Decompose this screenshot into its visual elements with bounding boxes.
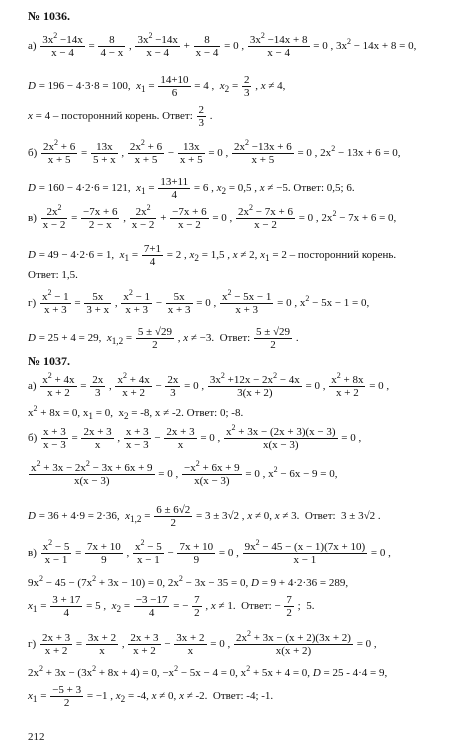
part-label: a) [28,40,37,53]
p1037-b-line2: $\frac{x^2 + 3x - 2x^2 - 3x + 6x + 9}{x(x - 3)}$ = 0 , $\frac{-x^2 + 6x + 9}{x(x - 3)}$ = 0 , $x^2 - 6x - 9 = 0$, [31,459,338,487]
p1037-g-line1: г) $\frac{2x + 3}{x + 2}$ = $\frac{3x + 2}{x}$ , $\frac{2x + 3}{x + 2}$ − $\frac{3x + 2}{x}$ = 0 , $\frac{2x^2 + 3x - (x + 2)(3x + 2)}{x(x + 2)}$ = 0 , [28,629,377,657]
part-label: г) [28,638,37,651]
p1036-v-line1: в) $\frac{2x^2}{x - 2}$ = $\frac{-7x + 6}{2 - x}$ , $\frac{2x^2}{x - 2}$ + $\frac{-7x + 6}{x - 2}$ = 0 , $\frac{2x^2 - 7x + 6}{x - 2}$ = 0 , $2x^2 - 7x + 6 = 0$, [28,203,397,231]
p1036-g-line2: D = 25 + 4 = 29, $x_{1,2}$ = $\frac{5 \pm √29}{2}$ , x ≠ −3. Ответ: $\frac{5 \pm √29}{2}$ . [28,326,299,351]
part-label: б) [28,432,38,445]
problem-1036-heading: № 1036. [28,9,71,23]
part-label: a) [28,380,37,393]
p1036-v-line2: D = 49 − 4·2·6 = 1, $x_1$ = $\frac{7+1}{4}$ = 2 , $x_2 = 1,5$ , x ≠ 2, $x_1 = 2$ – посторонний корень. [28,243,397,268]
p1037-g-line3: $x_1$ = $\frac{-5 + 3}{2}$ = −1 , $x_2 = -4$, x ≠ 0, x ≠ -2. Ответ: -4; -1. [28,684,274,709]
p1037-v-line1: в) $\frac{x^2 - 5}{x - 1}$ = $\frac{7x + 10}{9}$ , $\frac{x^2 - 5}{x - 1}$ − $\frac{7x + 10}{9}$ = 0 , $\frac{9x^2 - 45 - (x - 1)(7x + 10)}{x - 1}$ = 0 , [28,538,391,566]
page-number: 212 [28,731,45,743]
p1037-a-line2: $x^2 + 8x = 0$, $x_1 = 0$, $x_2 = -8$, x ≠ -2. Ответ: 0; -8. [28,404,244,422]
p1036-v-line3: Ответ: 1,5. [28,269,78,281]
p1037-b-line3: D = 36 + 4·9 = 2·36, $x_{1,2}$ = $\frac{6 \pm 6√2}{2}$ = 3 ± 3√2 , x ≠ 0, x ≠ 3. Ответ: 3 ± 3√2 . [28,504,381,529]
p1037-b-line1: б) $\frac{x + 3}{x - 3}$ = $\frac{2x + 3}{x}$ , $\frac{x + 3}{x - 3}$ − $\frac{2x + 3}{x}$ = 0 , $\frac{x^2 + 3x - (2x + 3)(x - 3)}{x(x - 3)}$ = 0 , [28,423,362,451]
part-label: в) [28,212,37,225]
problem-1037-heading: № 1037. [28,354,71,368]
p1037-v-line2: $9x^2 - 45 - (7x^2 + 3x - 10) = 0$, $2x^2 - 3x - 35 = 0$, D = 9 + 4·2·36 = 289, [28,574,349,589]
p1036-a-line2: D = 196 − 4·3·8 = 100, $x_1$ = $\frac{14+10}{6}$ = 4 , $x_2$ = $\frac{2}{3}$ , x ≠ 4, [28,74,286,99]
part-label: в) [28,547,37,560]
part-label: б) [28,147,38,160]
part-label: г) [28,297,37,310]
p1036-a-line1: a) $\frac{3x^2 -14x}{x - 4}$ = $\frac{8}{4 - x}$ , $\frac{3x^2 -14x}{x - 4}$ + $\frac{8}{x - 4}$ = 0 , $\frac{3x^2 -14x + 8}{x - 4}$ = 0 , $3x^2 - 14x + 8 = 0$, [28,31,417,59]
p1036-b-line2: D = 160 − 4·2·6 = 121, $x_1$ = $\frac{13+11}{4}$ = 6 , $x_2 = 0,5$ , x ≠ −5. Ответ: 0,5; 6. [28,176,355,201]
p1037-g-line2: $2x^2 + 3x - (3x^2 + 8x + 4) = 0$, $-x^2 - 5x - 4 = 0$, $x^2 + 5x + 4 = 0$, D = 25 - 4·4 = 9, [28,664,388,679]
p1037-a-line1: a) $\frac{x^2 + 4x}{x + 2}$ = $\frac{2x}{3}$ , $\frac{x^2 + 4x}{x + 2}$ − $\frac{2x}{3}$ = 0 , $\frac{3x^2 +12x - 2x^2 - 4x}{3(x + 2)}$ = 0 , $\frac{x^2 + 8x}{x + 2}$ = 0 , [28,371,390,399]
p1036-b-line1: б) $\frac{2x^2 + 6}{x + 5}$ = $\frac{13x}{5 + x}$ , $\frac{2x^2 + 6}{x + 5}$ − $\frac{13x}{x + 5}$ = 0 , $\frac{2x^2 -13x + 6}{x + 5}$ = 0 , $2x^2 - 13x + 6 = 0$, [28,138,401,166]
p1036-g-line1: г) $\frac{x^2 - 1}{x + 3}$ = $\frac{5x}{3 + x}$ , $\frac{x^2 - 1}{x + 3}$ − $\frac{5x}{x + 3}$ = 0 , $\frac{x^2 - 5x - 1}{x + 3}$ = 0 , $x^2 - 5x - 1 = 0$, [28,288,370,316]
p1037-v-line3: $x_1$ = $\frac{3 + 17}{4}$ = 5 , $x_2$ = $\frac{-3 -17}{4}$ = − $\frac{7}{2}$ , x ≠ 1. Ответ: − $\frac{7}{2}$ ; 5. [28,594,315,619]
p1036-a-line3: x = 4 – посторонний корень. Ответ: $\frac{2}{3}$ . [28,104,213,129]
